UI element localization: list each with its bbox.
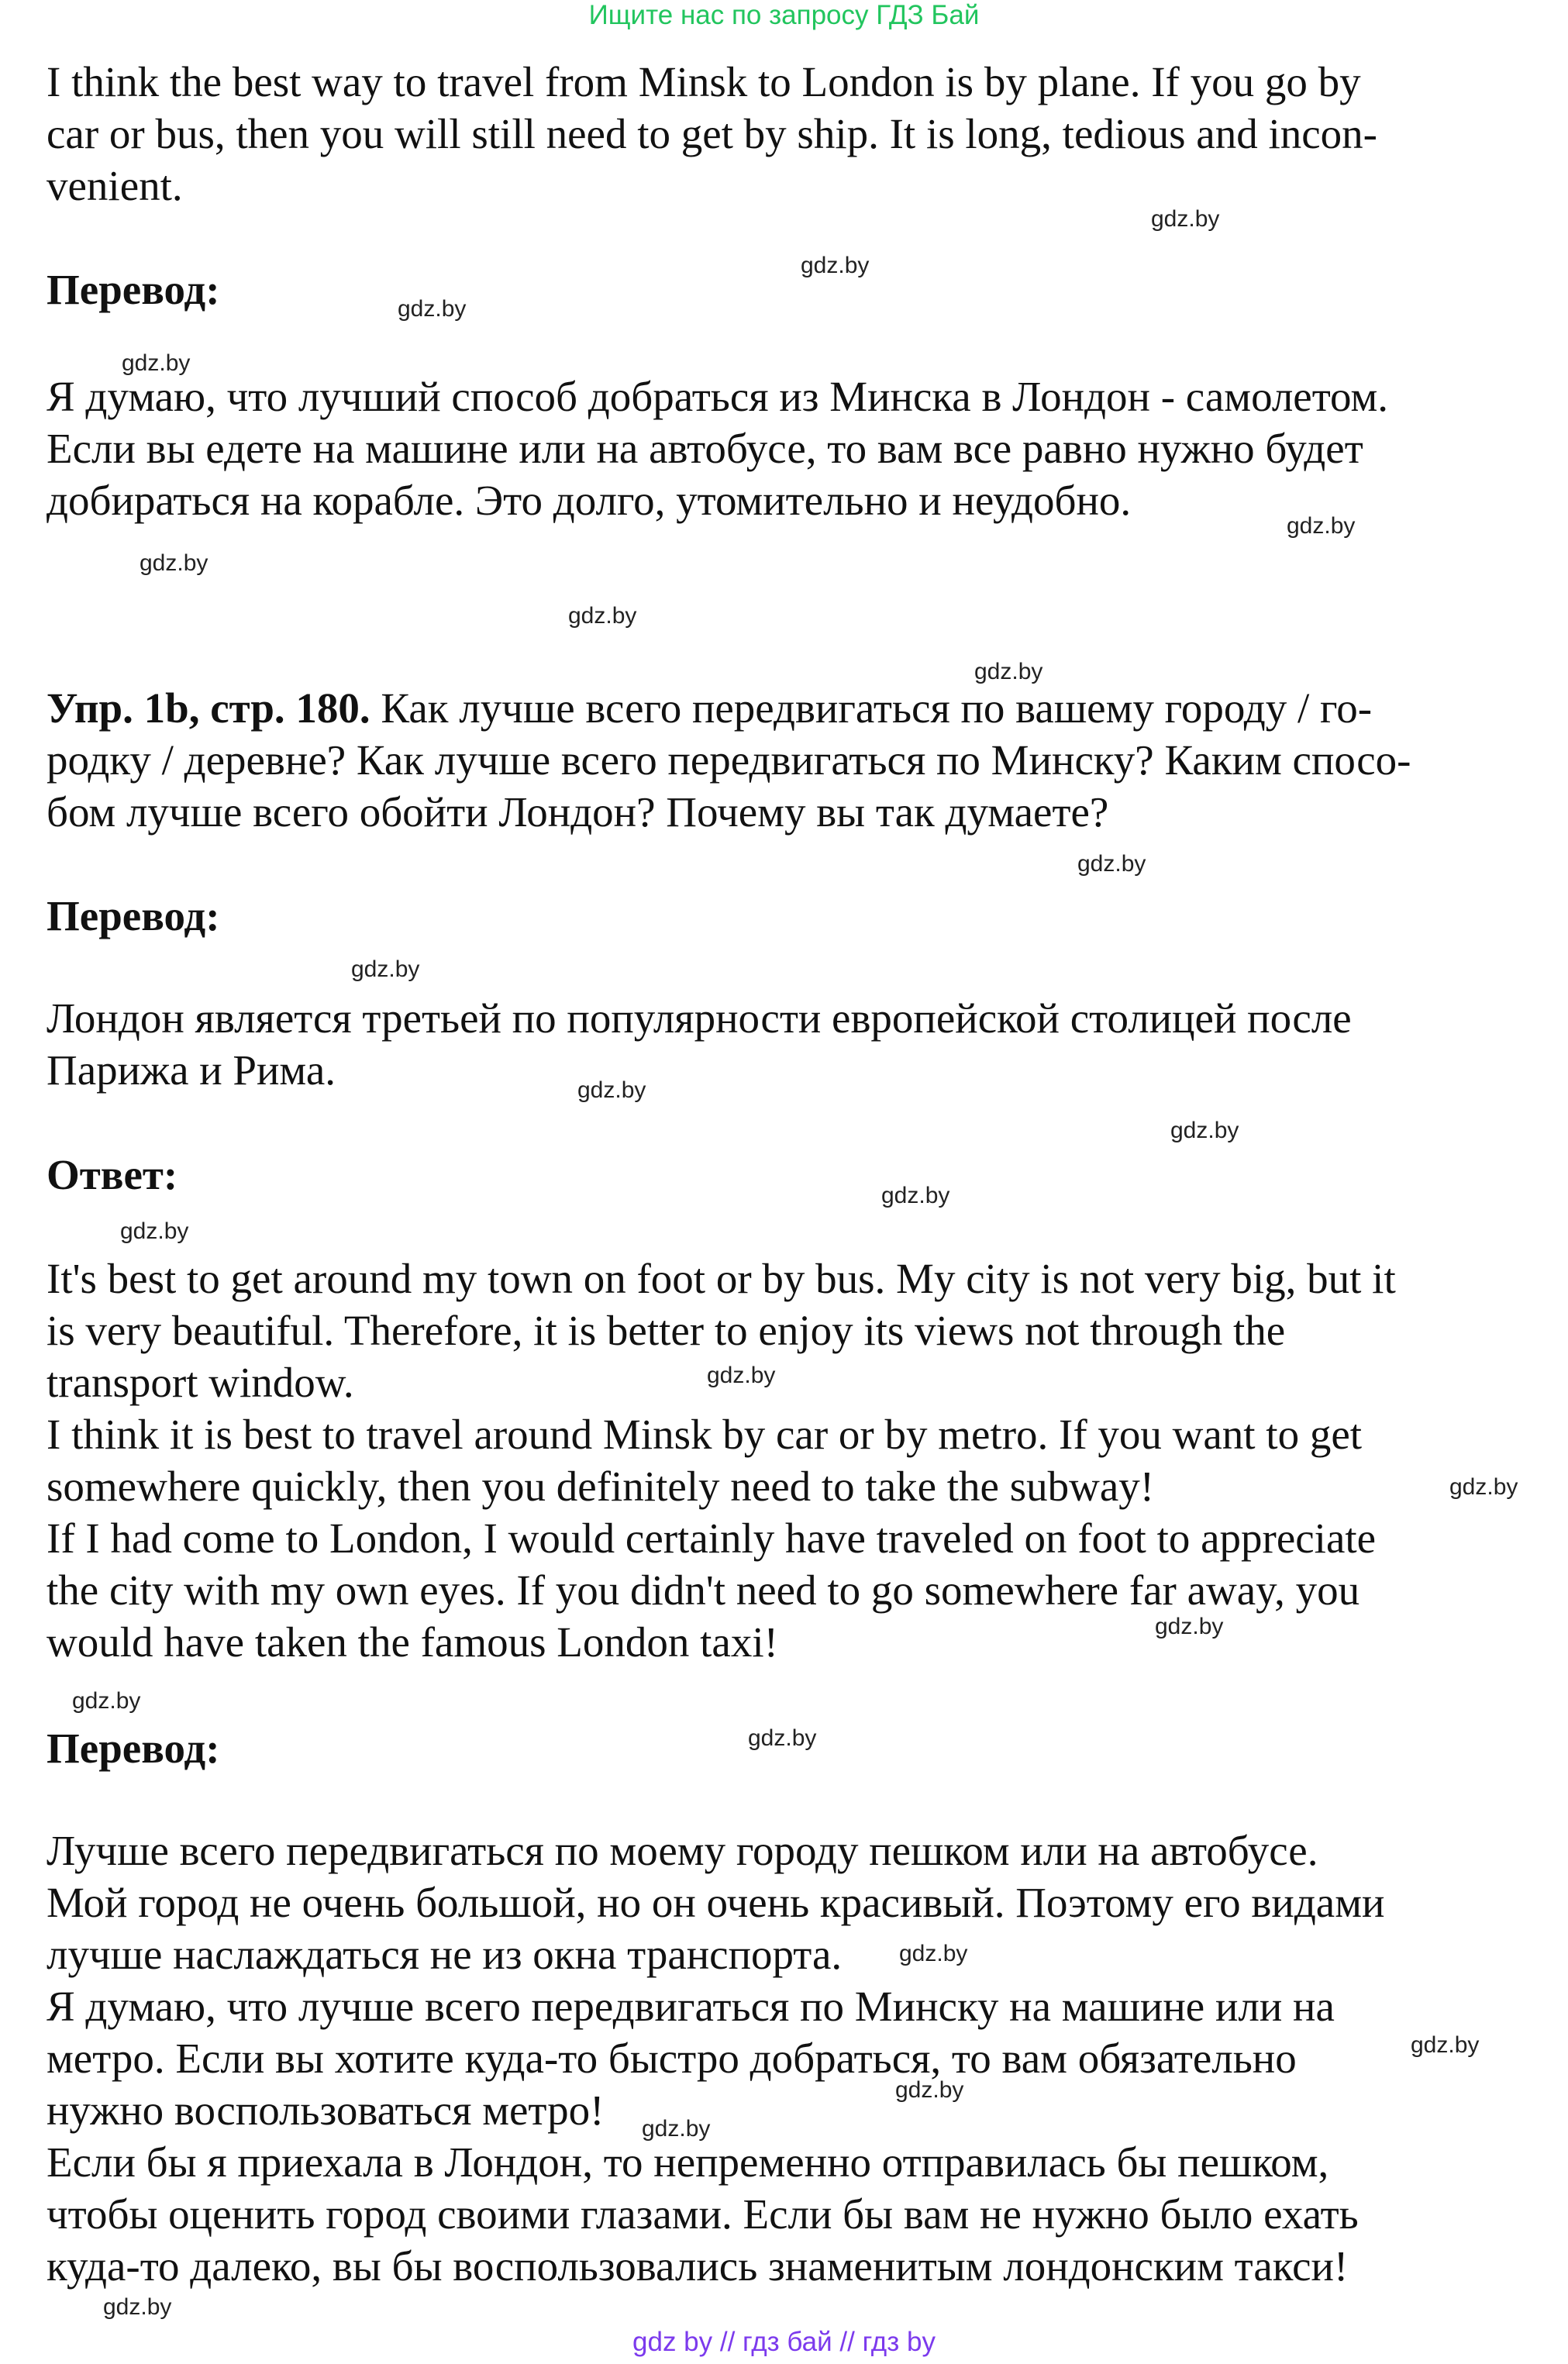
text-line: transport window. — [47, 1359, 354, 1406]
text-line: would have taken the famous London taxi! — [47, 1618, 778, 1666]
text-line: venient. — [47, 162, 183, 209]
text-line: нужно воспользоваться метро! — [47, 2087, 605, 2134]
text-line: If I had come to London, I would certainly have traveled on foot to appreciate — [47, 1515, 1377, 1562]
watermark: gdz.by — [351, 956, 420, 982]
text-line: I think the best way to travel from Minsk to London is by plane. If you go by — [47, 58, 1361, 105]
exercise-label: Упр. 1b, стр. 180. — [47, 684, 370, 732]
text-line: Мой город не очень большой, но он очень красивый. Поэтому его видами — [47, 1879, 1385, 1926]
translation-heading: Перевод: — [47, 1725, 220, 1772]
watermark: gdz.by — [801, 253, 870, 278]
watermark: gdz.by — [748, 1725, 817, 1751]
text-line: is very beautiful. Therefore, it is better to enjoy its views not through the — [47, 1307, 1286, 1354]
watermark: gdz.by — [103, 2294, 172, 2320]
translation-heading: Перевод: — [47, 266, 220, 313]
watermark: gdz.by — [398, 296, 467, 322]
watermark: gdz.by — [899, 1941, 968, 1966]
text-line: бом лучше всего обойти Лондон? Почему вы так думаете? — [47, 788, 1109, 836]
translation-paragraph — [47, 1825, 1535, 2292]
text-line: Если бы я приехала в Лондон, то непременно отправилась бы пешком, — [47, 2138, 1329, 2186]
text-line: Лучше всего передвигаться по моему городу пешком или на автобусе. — [47, 1827, 1318, 1874]
answer-heading: Ответ: — [47, 1151, 178, 1198]
watermark: gdz.by — [568, 603, 637, 629]
watermark: gdz.by — [1077, 851, 1146, 877]
translation-heading: Перевод: — [47, 892, 220, 939]
text-line: It's best to get around my town on foot or by bus. My city is not very big, but it — [47, 1255, 1396, 1302]
text-line — [47, 682, 1535, 734]
watermark: gdz.by — [140, 550, 208, 576]
text-line: чтобы оценить город своими глазами. Если бы вам не нужно было ехать — [47, 2190, 1359, 2238]
watermark: gdz.by — [1170, 1118, 1239, 1143]
watermark: gdz.by — [72, 1688, 141, 1714]
watermark: gdz.by — [974, 659, 1043, 684]
answer-paragraph — [47, 1253, 1535, 1668]
text-line: Парижа и Рима. — [47, 1046, 336, 1094]
text-line: лучше наслаждаться не из окна транспорта. — [47, 1931, 843, 1978]
footer-links[interactable]: gdz by // гдз бай // гдз by — [632, 2327, 936, 2357]
text-line: Если вы едете на машине или на автобусе, то вам все равно нужно будет — [47, 425, 1363, 472]
watermark: gdz.by — [1151, 206, 1220, 232]
text-line: родку / деревне? Как лучше всего передвигаться по Минску? Каким спосо- — [47, 736, 1411, 784]
watermark: gdz.by — [1411, 2032, 1480, 2058]
text-line: Лондон является третьей по популярности европейской столицей после — [47, 994, 1352, 1042]
text-line: the city with my own eyes. If you didn't need to go somewhere far away, you — [47, 1566, 1360, 1614]
answer-paragraph — [47, 56, 1535, 212]
watermark: gdz.by — [120, 1218, 189, 1244]
text-line: Я думаю, что лучше всего передвигаться по Минску на машине или на — [47, 1983, 1335, 2030]
watermark: gdz.by — [1449, 1474, 1518, 1500]
text-line: somewhere quickly, then you definitely need to take the subway! — [47, 1463, 1155, 1510]
text-line: добираться на корабле. Это долго, утомительно и неудобно. — [47, 477, 1132, 524]
watermark: gdz.by — [1287, 513, 1356, 539]
watermark: gdz.by — [122, 350, 191, 376]
watermark: gdz.by — [577, 1077, 646, 1103]
text-line: куда-то далеко, вы бы воспользовались знаменитым лондонским такси! — [47, 2242, 1349, 2290]
text-line: Я думаю, что лучший способ добраться из Минска в Лондон - самолетом. — [47, 373, 1389, 420]
watermark: gdz.by — [642, 2116, 711, 2142]
question-text: Как лучше всего передвигаться по вашему городу / го- — [370, 684, 1373, 732]
watermark: gdz.by — [707, 1363, 776, 1388]
header-search-link[interactable]: Ищите нас по запросу ГДЗ Бай — [588, 0, 980, 30]
watermark: gdz.by — [895, 2077, 964, 2103]
watermark: gdz.by — [1155, 1614, 1224, 1639]
text-line: car or bus, then you will still need to get by ship. It is long, tedious and incon- — [47, 110, 1377, 157]
text-line: I think it is best to travel around Minsk by car or by metro. If you want to get — [47, 1411, 1363, 1458]
translation-paragraph — [47, 992, 1535, 1096]
translation-paragraph — [47, 370, 1535, 526]
watermark: gdz.by — [881, 1183, 950, 1208]
text-line: метро. Если вы хотите куда-то быстро добраться, то вам обязательно — [47, 2035, 1297, 2082]
exercise-question — [47, 682, 1535, 838]
